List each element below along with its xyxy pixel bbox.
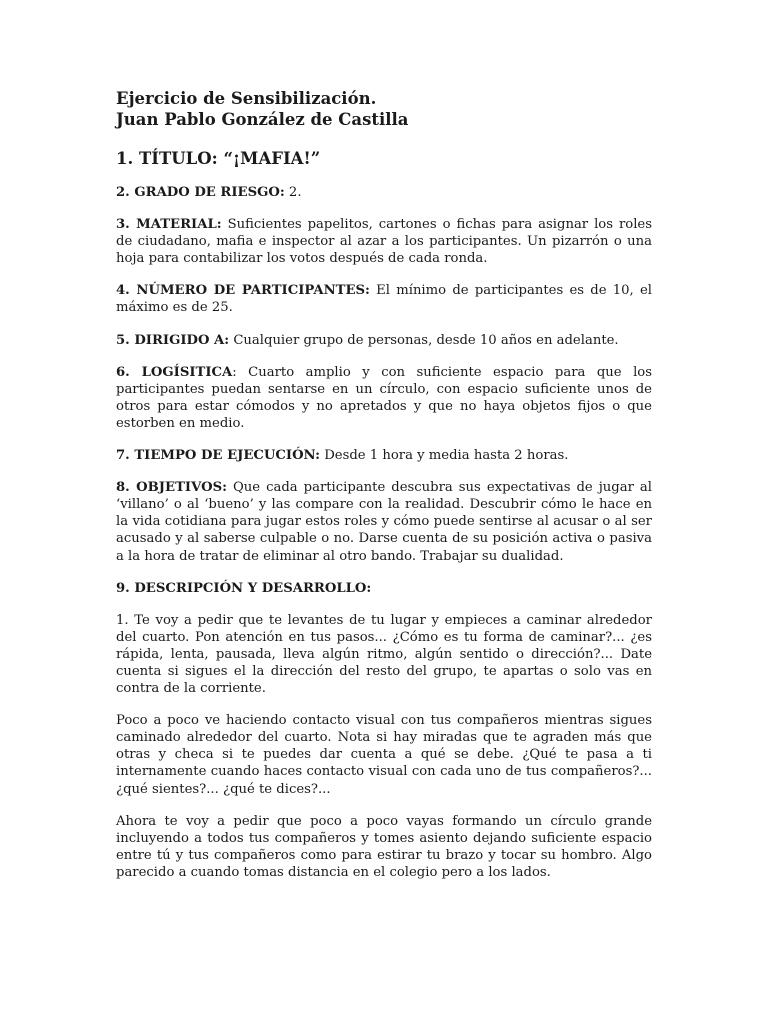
section-tiempo-de-ejecucion — [116, 447, 652, 464]
section-label: 4. NÚMERO DE PARTICIPANTES: — [116, 283, 370, 299]
section-numero-de-participantes — [116, 282, 652, 316]
body-paragraph: 1. Te voy a pedir que te levantes de tu lugar y empieces a caminar alrededor del cuarto. Pon atención en tus pasos... ¿Cómo es tu forma de caminar?... ¿es rápida, lenta, pausada, lleva algún ritmo, algún sentido o dirección?... Date cuenta si sigues el la dirección del resto del grupo, te apartas o solo vas en contra de la corriente. — [116, 612, 652, 697]
section-text: Cualquier grupo de personas, desde 10 años en adelante. — [229, 332, 619, 348]
section-text: Suficientes papelitos, cartones o fichas para asignar los roles de ciudadano, mafia e inspector al azar a los participantes. Un pizarrón o una hoja para contabilizar los votos después de cada ronda. — [116, 217, 652, 267]
body-paragraph: Poco a poco ve haciendo contacto visual con tus compañeros mientras sigues caminado alrededor del cuarto. Nota si hay miradas que te agraden más que otras y checa si te puedes dar cuenta a qué se debe. ¿Qué te pasa a ti internamente cuando haces contacto visual con cada uno de tus compañeros?... ¿qué sientes?... ¿qué te dices?... — [116, 713, 652, 797]
section-label: 2. GRADO DE RIESGO: — [116, 185, 285, 200]
section-dirigido-a — [116, 332, 652, 349]
section-label: 8. OBJETIVOS: — [116, 480, 227, 496]
section-material — [116, 216, 652, 267]
body-paragraph: Ahora te voy a pedir que poco a poco vayas formando un círculo grande incluyendo a todos tus compañeros y tomes asiento dejando suficiente espacio entre tú y tus compañeros como para estirar tu brazo y tocar su hombro. Algo parecido a cuando tomas distancia en el colegio pero a los lados. — [116, 813, 652, 880]
section-text: 2. — [284, 185, 302, 200]
document-page — [116, 88, 652, 881]
section-text: Desde 1 hora y media hasta 2 horas. — [320, 448, 569, 464]
section-logistica — [116, 364, 652, 432]
section-label: 6. LOGÍSITICA — [116, 364, 233, 380]
section-text: : Cuarto amplio y con suficiente espacio para que los participantes puedan sentarse en un círculo, con espacio suficiente unos de otros para estar cómodos y no apretados y que no haya objetos fijos o que estorben en medio. — [116, 364, 652, 431]
exercise-title: 1. TÍTULO: “¡MAFIA!” — [116, 149, 321, 168]
section-objetivos — [116, 479, 652, 564]
section-text: El mínimo de participantes es de 10, el máximo es de 25. — [116, 283, 652, 316]
section-descripcion-y-desarrollo: 9. DESCRIPCIÓN Y DESARROLLO: — [116, 580, 372, 596]
section-label: 7. TIEMPO DE EJECUCIÓN: — [116, 448, 321, 464]
section-label: 5. DIRIGIDO A: — [116, 332, 230, 348]
section-label: 3. MATERIAL: — [116, 217, 222, 233]
exercise-type-heading: Ejercicio de Sensibilización. — [116, 89, 377, 108]
document-header — [116, 88, 652, 130]
section-text: Que cada participante descubra sus expectativas de jugar al ‘villano’ o al ‘bueno’ y las compare con la realidad. Descubrir cómo le hace en la vida cotidiana para jugar estos roles y cómo puede sentirse al acusar o al ser acusado y al saberse culpable o no. Darse cuenta de su posición activa o pasiva a la hora de tratar de eliminar al otro bando. Trabajar su dualidad. — [116, 480, 652, 564]
author-heading: Juan Pablo González de Castilla — [116, 110, 409, 129]
section-grado-de-riesgo — [116, 184, 652, 201]
